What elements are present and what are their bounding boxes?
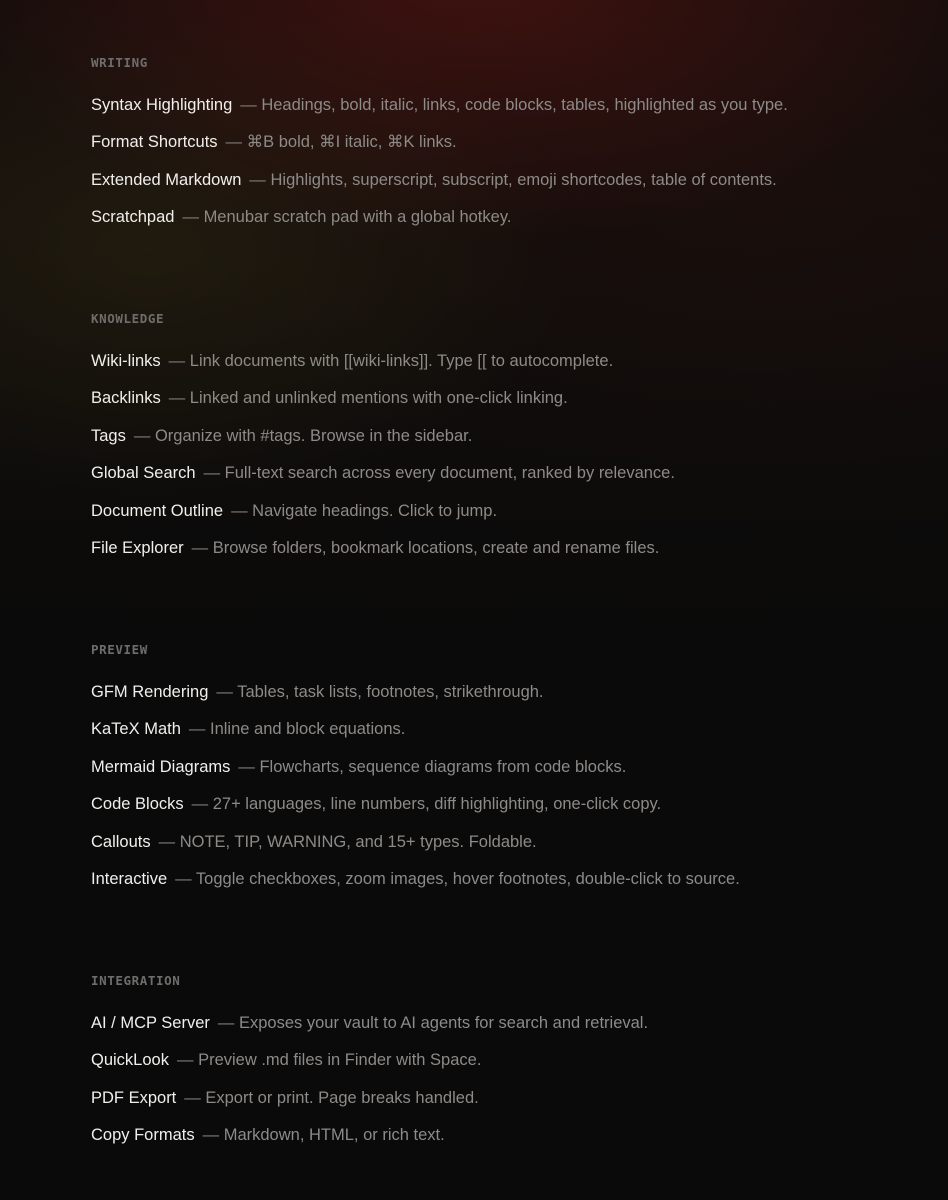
feature-item <box>91 832 740 869</box>
feature-name: Interactive <box>91 869 168 888</box>
feature-description: Full-text search across every document, ranked by relevance. <box>224 464 675 483</box>
section-knowledge <box>91 311 911 557</box>
feature-description: Linked and unlinked mentions with one-click linking. <box>189 389 568 408</box>
feature-name: PDF Export <box>91 1088 177 1107</box>
feature-separator: — <box>182 208 199 227</box>
feature-item <box>91 1013 648 1050</box>
feature-separator: — <box>225 133 243 152</box>
feature-item <box>91 538 675 575</box>
feature-name: Wiki-links <box>91 352 161 370</box>
feature-description: Menubar scratch pad with a global hotkey. <box>203 208 512 227</box>
feature-item <box>91 1125 648 1162</box>
feature-separator: — <box>231 501 248 520</box>
feature-name: Backlinks <box>91 389 161 408</box>
feature-name: Document Outline <box>91 501 224 520</box>
feature-item <box>91 388 675 425</box>
feature-name: AI / MCP Server <box>91 1014 210 1032</box>
feature-description: Highlights, superscript, subscript, emoji shortcodes, table of contents. <box>270 170 777 189</box>
feature-name: Global Search <box>91 464 196 483</box>
section-heading: INTEGRATION <box>91 973 181 988</box>
feature-description: Headings, bold, italic, links, code blocks, tables, highlighted as you type. <box>261 96 788 114</box>
feature-description: Export or print. Page breaks handled. <box>205 1088 479 1107</box>
feature-description: Organize with #tags. Browse in the sidebar. <box>154 426 473 445</box>
feature-separator: — <box>249 170 266 189</box>
feature-description: Browse folders, bookmark locations, create and rename files. <box>212 538 660 557</box>
feature-separator: — <box>133 426 151 445</box>
feature-description: ⌘B bold, ⌘I italic, ⌘K links. <box>246 133 457 152</box>
feature-description: Link documents with [[wiki-links]]. Type [[ to autocomplete. <box>189 352 614 370</box>
feature-item <box>91 757 740 794</box>
feature-name: QuickLook <box>91 1051 169 1070</box>
feature-description: NOTE, TIP, WARNING, and 15+ types. Foldable. <box>179 832 537 851</box>
feature-name: File Explorer <box>91 538 184 557</box>
feature-list <box>91 95 788 245</box>
feature-name: Extended Markdown <box>91 170 242 189</box>
feature-name: Copy Formats <box>91 1126 195 1145</box>
feature-name: Tags <box>91 426 126 445</box>
feature-item <box>91 794 740 831</box>
feature-name: Mermaid Diagrams <box>91 757 231 776</box>
section-heading: WRITING <box>91 55 148 70</box>
section-heading: KNOWLEDGE <box>91 311 165 326</box>
feature-description: Tables, task lists, footnotes, strikethrough. <box>237 683 544 701</box>
feature-name: Code Blocks <box>91 795 184 814</box>
feature-separator: — <box>184 1088 201 1107</box>
feature-separator: — <box>168 389 186 408</box>
feature-name: GFM Rendering <box>91 683 209 701</box>
feature-separator: — <box>240 96 257 114</box>
feature-item <box>91 719 740 756</box>
feature-item <box>91 1050 648 1087</box>
feature-list <box>91 351 675 575</box>
feature-separator: — <box>168 352 186 370</box>
feature-separator: — <box>216 683 233 701</box>
feature-separator: — <box>203 464 221 483</box>
feature-separator: — <box>238 757 255 776</box>
feature-item <box>91 426 675 463</box>
feature-item <box>91 351 675 388</box>
feature-item <box>91 207 788 244</box>
feature-name: Scratchpad <box>91 208 175 227</box>
feature-item <box>91 463 675 500</box>
feature-description: Navigate headings. Click to jump. <box>252 501 498 520</box>
feature-item <box>91 1088 648 1125</box>
feature-name: KaTeX Math <box>91 720 181 739</box>
feature-description: 27+ languages, line numbers, diff highlighting, one-click copy. <box>212 795 662 814</box>
feature-item <box>91 682 740 719</box>
feature-name: Format Shortcuts <box>91 133 218 152</box>
feature-description: Exposes your vault to AI agents for search and retrieval. <box>239 1014 649 1032</box>
feature-description: Preview .md files in Finder with Space. <box>198 1051 482 1070</box>
feature-item <box>91 95 788 132</box>
section-writing <box>91 55 911 227</box>
feature-description: Inline and block equations. <box>209 720 406 739</box>
feature-separator: — <box>191 795 209 814</box>
feature-item <box>91 132 788 169</box>
feature-separator: — <box>202 1126 220 1145</box>
section-preview <box>91 642 911 888</box>
section-heading: PREVIEW <box>91 642 148 657</box>
feature-description: Toggle checkboxes, zoom images, hover footnotes, double-click to source. <box>195 869 740 888</box>
feature-description: Flowcharts, sequence diagrams from code blocks. <box>259 757 627 776</box>
feature-description: Markdown, HTML, or rich text. <box>223 1126 445 1145</box>
feature-separator: — <box>175 869 192 888</box>
feature-separator: — <box>188 720 206 739</box>
feature-separator: — <box>158 832 176 851</box>
feature-separator: — <box>176 1051 194 1070</box>
feature-name: Callouts <box>91 832 151 851</box>
feature-item <box>91 869 740 906</box>
feature-list <box>91 1013 648 1163</box>
section-integration <box>91 973 911 1145</box>
feature-separator: — <box>217 1014 235 1032</box>
feature-item <box>91 170 788 207</box>
feature-separator: — <box>191 538 209 557</box>
feature-list <box>91 682 740 906</box>
feature-item <box>91 501 675 538</box>
feature-name: Syntax Highlighting <box>91 96 233 114</box>
